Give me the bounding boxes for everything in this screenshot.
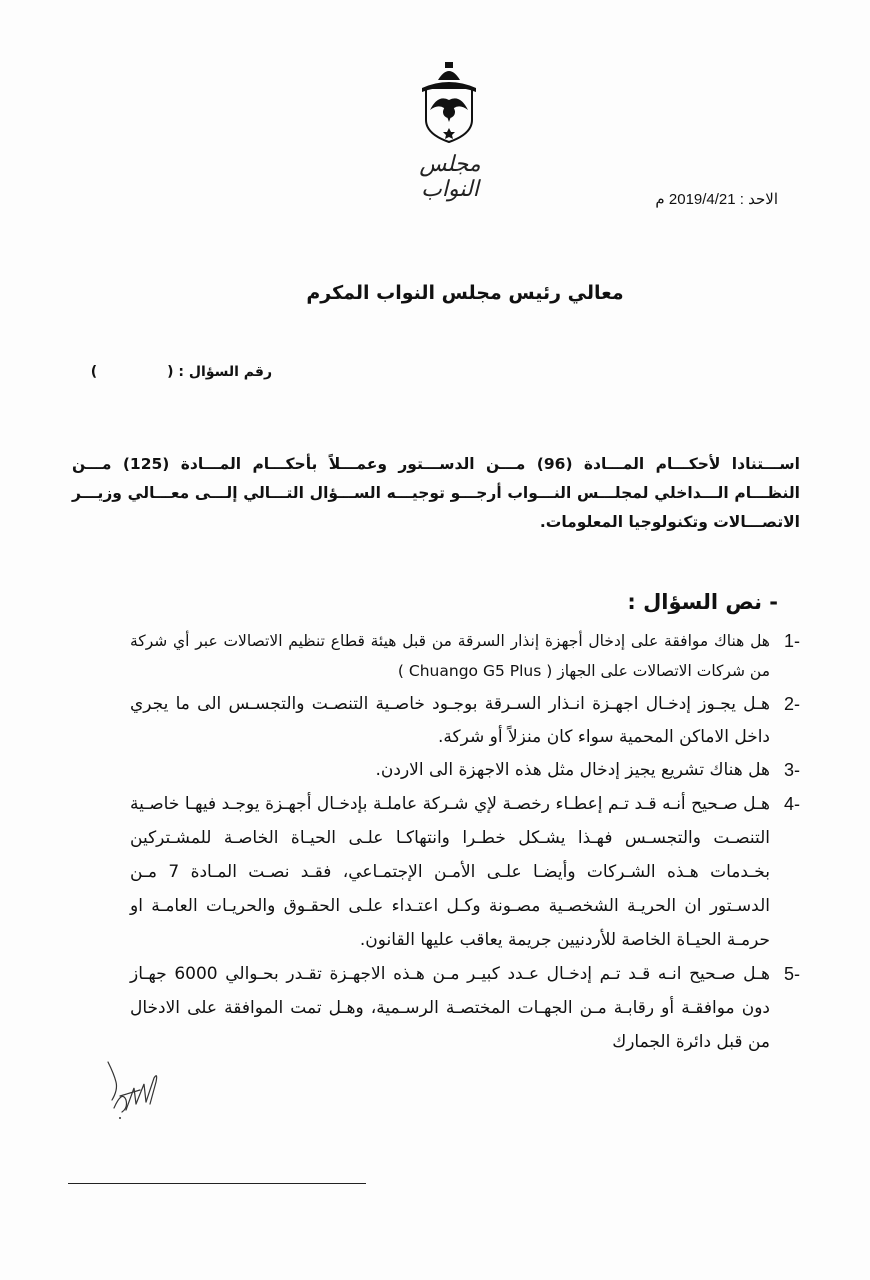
question-text: هل هناك موافقة على إدخال أجهزة إنذار السرقة من قبل هيئة قطاع تنظيم الاتصالات عبر أي شركة من شركات الاتصالات على الجهاز ( Chuango G5 Plus ) [130, 632, 770, 680]
question-text: هـل صـحيح أنـه قـد تـم إعطـاء رخصـة لإي شـركة عاملـة بإدخـال أجهـزة يوجـد فيهـا خاصـية التنصـت والتجسـس فهـذا يشـكل خطـرا وانتهاكـا علـى الحيـاة الخاصـة للمشـتركين بخـدمات هـذه الشـركات وأيضـا علـى الأمـن الإجتمـاعي، فقـد نصـت المـادة 7 مـن الدسـتور ان الحريـة الشخصـية مصـونة وكـل اعتـداء علـى الحقـوق والحريـات العامـة او حرمـة الحيـاة الخاصة للأردنيين جريمة يعاقب عليها القانون. [130, 794, 771, 950]
section-heading: - نص السؤال : [627, 590, 778, 614]
question-number-marker: 2- [783, 694, 800, 714]
jordan-coat-of-arms-icon [418, 58, 480, 150]
question-text: هـل صـحيح انـه قـد تـم إدخـال عـدد كبيـر مـن هـذه الاجهـزة تقـدر بحـوالي 6000 جهـاز دون موافقـة أو رقابـة مـن الجهـات المختصـة الرسـمية، وهـل تمت الموافقة على الادخال من قبل دائرة الجمارك [130, 964, 770, 1052]
question-list [130, 626, 800, 1059]
question-item [130, 957, 800, 1059]
footer-divider [68, 1183, 366, 1184]
question-item [130, 787, 800, 957]
question-number-label: رقم السؤال : [178, 364, 272, 380]
question-number [91, 364, 272, 380]
date-line: الاحد : 2019/4/21 م [655, 191, 778, 208]
council-name: مجلس النواب [419, 152, 481, 202]
question-number-marker: 4- [783, 794, 800, 814]
question-number-close: ) [90, 364, 98, 380]
question-number-marker: 3- [783, 760, 800, 780]
question-text: هل هناك تشريع يجيز إدخال مثل هذه الاجهزة الى الاردن. [375, 760, 770, 780]
preamble-paragraph: اســـتنادا لأحكـــام المـــادة (96) مـــن الدســـتور وعمـــلاً بأحكـــام المـــادة (125) مـــن النظـــام الـــداخلي لمجلـــس النـــواب أرجـــو توجيـــه الســـؤال التـــالي إلـــى معـــالي وزيـــر الاتصـــالات وتكنولوجيا المعلومات. [72, 455, 800, 531]
question-number-marker: 1- [783, 631, 800, 651]
question-number-open: ( [167, 364, 174, 380]
handwritten-signature-icon [100, 1060, 170, 1135]
question-item [130, 688, 800, 754]
question-number-marker: 5- [783, 964, 800, 984]
question-item [130, 754, 800, 787]
question-text: هـل يجـوز إدخـال اجهـزة انـذار السـرقة بوجـود خاصـية التنصـت والتجسـس الى ما يجري داخل الاماكن المحمية سواء كان منزلاً أو شركة. [130, 694, 770, 747]
question-item [130, 626, 800, 686]
addressee: معالي رئيس مجلس النواب المكرم [306, 282, 624, 304]
